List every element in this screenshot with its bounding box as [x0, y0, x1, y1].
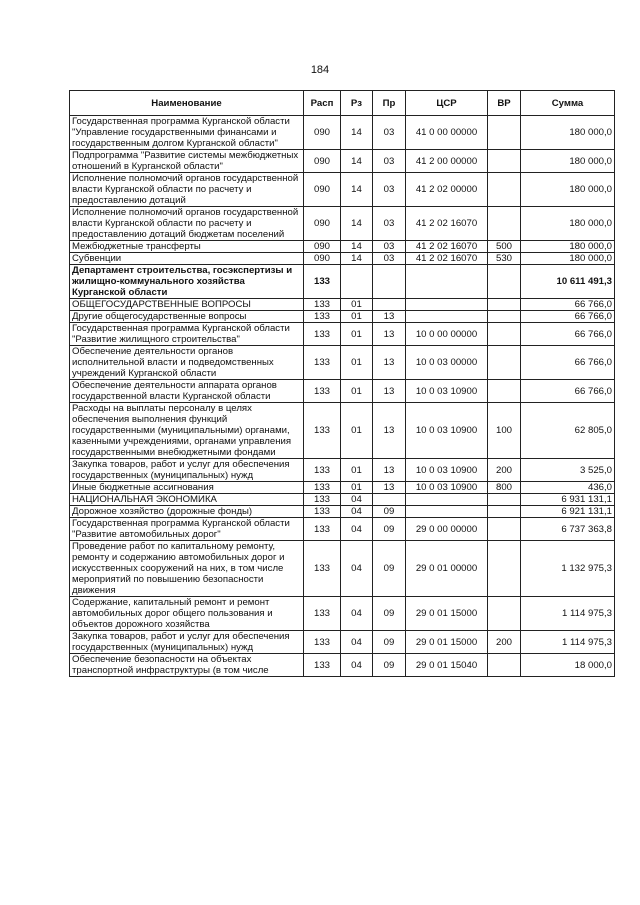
cell-sum: 66 766,0	[521, 311, 615, 323]
cell-vr	[488, 380, 521, 403]
cell-name: Исполнение полномочий органов государственной власти Курганской области по расчету и предоставлению дотаций	[70, 173, 304, 207]
cell-name: НАЦИОНАЛЬНАЯ ЭКОНОМИКА	[70, 494, 304, 506]
cell-pr: 13	[373, 403, 406, 459]
cell-vr	[488, 597, 521, 631]
cell-sum: 6 737 363,8	[521, 518, 615, 541]
cell-vr	[488, 541, 521, 597]
table-row	[70, 265, 615, 299]
cell-rasp: 133	[304, 494, 341, 506]
table-header-row	[70, 91, 615, 116]
cell-rz: 04	[341, 631, 373, 654]
cell-pr: 09	[373, 597, 406, 631]
cell-sum: 66 766,0	[521, 323, 615, 346]
cell-rasp: 090	[304, 241, 341, 253]
table-row	[70, 173, 615, 207]
cell-rz	[341, 265, 373, 299]
cell-csr: 41 2 02 16070	[406, 241, 488, 253]
cell-sum: 436,0	[521, 482, 615, 494]
table-row	[70, 597, 615, 631]
cell-pr: 09	[373, 506, 406, 518]
cell-vr	[488, 518, 521, 541]
cell-rasp: 133	[304, 482, 341, 494]
cell-rz: 01	[341, 311, 373, 323]
cell-pr: 09	[373, 631, 406, 654]
cell-csr: 10 0 03 10900	[406, 380, 488, 403]
cell-name: Другие общегосударственные вопросы	[70, 311, 304, 323]
cell-sum: 180 000,0	[521, 116, 615, 150]
cell-pr: 13	[373, 311, 406, 323]
cell-vr	[488, 311, 521, 323]
cell-csr	[406, 265, 488, 299]
cell-pr	[373, 494, 406, 506]
cell-vr	[488, 116, 521, 150]
cell-vr	[488, 299, 521, 311]
cell-pr	[373, 265, 406, 299]
cell-csr: 29 0 01 15040	[406, 654, 488, 677]
budget-table	[69, 90, 615, 677]
column-header-pr: Пр	[373, 91, 406, 116]
column-header-rasp: Расп	[304, 91, 341, 116]
cell-vr	[488, 173, 521, 207]
cell-vr	[488, 506, 521, 518]
cell-sum: 6 931 131,1	[521, 494, 615, 506]
cell-name: Государственная программа Курганской области "Развитие жилищного строительства"	[70, 323, 304, 346]
cell-name: Обеспечение деятельности органов исполнительной власти и подведомственных учреждений Курганской области	[70, 346, 304, 380]
cell-pr: 03	[373, 207, 406, 241]
cell-vr	[488, 150, 521, 173]
cell-rz: 01	[341, 403, 373, 459]
cell-vr: 100	[488, 403, 521, 459]
column-header-csr: ЦСР	[406, 91, 488, 116]
cell-vr: 200	[488, 459, 521, 482]
cell-pr: 03	[373, 173, 406, 207]
cell-csr: 41 2 02 16070	[406, 207, 488, 241]
cell-sum: 18 000,0	[521, 654, 615, 677]
cell-pr: 03	[373, 116, 406, 150]
cell-rasp: 133	[304, 631, 341, 654]
table-row	[70, 654, 615, 677]
table-row	[70, 299, 615, 311]
cell-name: Содержание, капитальный ремонт и ремонт автомобильных дорог общего пользования и объектов дорожного хозяйства	[70, 597, 304, 631]
cell-csr: 29 0 01 15000	[406, 631, 488, 654]
cell-sum: 1 114 975,3	[521, 631, 615, 654]
table-row	[70, 403, 615, 459]
cell-rasp: 133	[304, 597, 341, 631]
cell-csr: 29 0 01 15000	[406, 597, 488, 631]
cell-name: Дорожное хозяйство (дорожные фонды)	[70, 506, 304, 518]
cell-sum: 180 000,0	[521, 241, 615, 253]
cell-sum: 1 132 975,3	[521, 541, 615, 597]
cell-rz: 04	[341, 597, 373, 631]
cell-pr: 09	[373, 541, 406, 597]
cell-pr: 13	[373, 380, 406, 403]
table-row	[70, 241, 615, 253]
cell-rz: 01	[341, 346, 373, 380]
cell-csr	[406, 299, 488, 311]
column-header-sum: Сумма	[521, 91, 615, 116]
cell-rasp: 133	[304, 346, 341, 380]
cell-vr: 200	[488, 631, 521, 654]
cell-rasp: 090	[304, 207, 341, 241]
table-row	[70, 207, 615, 241]
column-header-vr: ВР	[488, 91, 521, 116]
table-row	[70, 323, 615, 346]
cell-rz: 04	[341, 506, 373, 518]
cell-rasp: 133	[304, 654, 341, 677]
cell-name: Обеспечение безопасности на объектах транспортной инфраструктуры (в том числе	[70, 654, 304, 677]
table-row	[70, 631, 615, 654]
table-row	[70, 482, 615, 494]
cell-csr: 29 0 01 00000	[406, 541, 488, 597]
table-row	[70, 253, 615, 265]
cell-pr: 13	[373, 459, 406, 482]
cell-csr	[406, 311, 488, 323]
cell-csr: 10 0 00 00000	[406, 323, 488, 346]
table-row	[70, 494, 615, 506]
cell-rasp: 133	[304, 518, 341, 541]
cell-sum: 180 000,0	[521, 253, 615, 265]
cell-vr	[488, 323, 521, 346]
cell-rasp: 090	[304, 173, 341, 207]
cell-name: Исполнение полномочий органов государственной власти Курганской области по расчету и предоставлению дотаций бюджетам поселений	[70, 207, 304, 241]
cell-rz: 14	[341, 241, 373, 253]
cell-pr: 03	[373, 241, 406, 253]
cell-rz: 04	[341, 494, 373, 506]
column-header-name: Наименование	[70, 91, 304, 116]
cell-name: Проведение работ по капитальному ремонту, ремонту и содержанию автомобильных дорог и искусственных сооружений на них, в том числе мероприятий по повышению безопасности движения	[70, 541, 304, 597]
table-row	[70, 506, 615, 518]
cell-name: Иные бюджетные ассигнования	[70, 482, 304, 494]
cell-pr	[373, 299, 406, 311]
cell-sum: 66 766,0	[521, 346, 615, 380]
cell-rasp: 090	[304, 253, 341, 265]
cell-sum: 10 611 491,3	[521, 265, 615, 299]
cell-rz: 04	[341, 541, 373, 597]
cell-rz: 14	[341, 116, 373, 150]
cell-name: Расходы на выплаты персоналу в целях обеспечения выполнения функций государственными (муниципальными) органами, казенными учреждениями, органами управления государственными внебюджетными фондами	[70, 403, 304, 459]
cell-name: Закупка товаров, работ и услуг для обеспечения государственных (муниципальных) нужд	[70, 631, 304, 654]
cell-sum: 6 921 131,1	[521, 506, 615, 518]
cell-csr: 10 0 03 10900	[406, 482, 488, 494]
cell-vr	[488, 494, 521, 506]
cell-pr: 09	[373, 654, 406, 677]
cell-vr: 800	[488, 482, 521, 494]
cell-rz: 01	[341, 459, 373, 482]
cell-vr: 500	[488, 241, 521, 253]
cell-rz: 01	[341, 299, 373, 311]
cell-rz: 01	[341, 323, 373, 346]
table-row	[70, 459, 615, 482]
table-row	[70, 380, 615, 403]
cell-sum: 180 000,0	[521, 207, 615, 241]
cell-name: Департамент строительства, госэкспертизы и жилищно-коммунального хозяйства Курганской области	[70, 265, 304, 299]
table-row	[70, 150, 615, 173]
cell-rz: 14	[341, 207, 373, 241]
cell-sum: 180 000,0	[521, 150, 615, 173]
cell-rasp: 133	[304, 299, 341, 311]
table-row	[70, 311, 615, 323]
cell-pr: 13	[373, 482, 406, 494]
cell-pr: 13	[373, 323, 406, 346]
cell-rasp: 133	[304, 506, 341, 518]
cell-pr: 03	[373, 150, 406, 173]
cell-sum: 3 525,0	[521, 459, 615, 482]
cell-csr: 41 2 02 16070	[406, 253, 488, 265]
cell-rasp: 133	[304, 265, 341, 299]
cell-vr	[488, 207, 521, 241]
cell-rz: 14	[341, 150, 373, 173]
cell-vr: 530	[488, 253, 521, 265]
cell-csr: 41 2 02 00000	[406, 173, 488, 207]
cell-name: Субвенции	[70, 253, 304, 265]
table-row	[70, 541, 615, 597]
column-header-rz: Рз	[341, 91, 373, 116]
cell-rz: 04	[341, 518, 373, 541]
cell-vr	[488, 346, 521, 380]
cell-rasp: 133	[304, 541, 341, 597]
cell-csr: 41 2 00 00000	[406, 150, 488, 173]
cell-csr: 10 0 03 10900	[406, 459, 488, 482]
cell-pr: 03	[373, 253, 406, 265]
cell-name: Закупка товаров, работ и услуг для обеспечения государственных (муниципальных) нужд	[70, 459, 304, 482]
cell-csr	[406, 506, 488, 518]
cell-vr	[488, 265, 521, 299]
cell-csr: 10 0 03 00000	[406, 346, 488, 380]
cell-sum: 180 000,0	[521, 173, 615, 207]
cell-name: Государственная программа Курганской области "Управление государственными финансами и государственным долгом Курганской области"	[70, 116, 304, 150]
cell-name: Межбюджетные трансферты	[70, 241, 304, 253]
cell-name: ОБЩЕГОСУДАРСТВЕННЫЕ ВОПРОСЫ	[70, 299, 304, 311]
table-body	[70, 116, 615, 677]
cell-rasp: 090	[304, 116, 341, 150]
cell-rasp: 090	[304, 150, 341, 173]
cell-name: Государственная программа Курганской области "Развитие автомобильных дорог"	[70, 518, 304, 541]
cell-pr: 13	[373, 346, 406, 380]
cell-rasp: 133	[304, 311, 341, 323]
cell-name: Подпрограмма "Развитие системы межбюджетных отношений в Курганской области"	[70, 150, 304, 173]
cell-sum: 1 114 975,3	[521, 597, 615, 631]
cell-rasp: 133	[304, 459, 341, 482]
cell-csr	[406, 494, 488, 506]
cell-sum: 66 766,0	[521, 299, 615, 311]
table-row	[70, 518, 615, 541]
cell-csr: 29 0 00 00000	[406, 518, 488, 541]
cell-rz: 14	[341, 173, 373, 207]
cell-sum: 62 805,0	[521, 403, 615, 459]
table-row	[70, 116, 615, 150]
cell-pr: 09	[373, 518, 406, 541]
page-number: 184	[310, 64, 330, 76]
cell-rz: 01	[341, 482, 373, 494]
cell-csr: 41 0 00 00000	[406, 116, 488, 150]
cell-rasp: 133	[304, 380, 341, 403]
table-row	[70, 346, 615, 380]
cell-rasp: 133	[304, 323, 341, 346]
cell-rasp: 133	[304, 403, 341, 459]
cell-rz: 01	[341, 380, 373, 403]
cell-rz: 14	[341, 253, 373, 265]
cell-sum: 66 766,0	[521, 380, 615, 403]
cell-name: Обеспечение деятельности аппарата органов государственной власти Курганской области	[70, 380, 304, 403]
cell-rz: 04	[341, 654, 373, 677]
cell-vr	[488, 654, 521, 677]
cell-csr: 10 0 03 10900	[406, 403, 488, 459]
